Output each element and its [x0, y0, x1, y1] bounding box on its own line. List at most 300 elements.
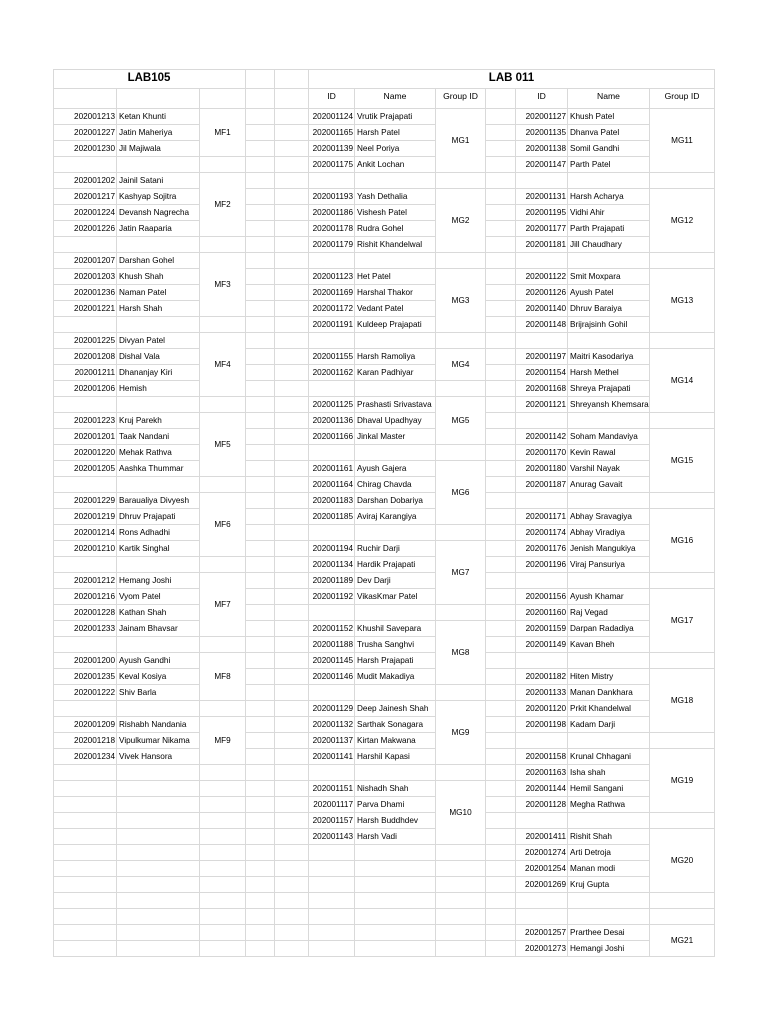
table-cell-id: 202001214 [53, 525, 117, 541]
table-cell-name [355, 925, 436, 941]
table-cell-spacer [246, 157, 275, 173]
table-cell-id: 202001133 [516, 685, 568, 701]
table-cell-id: 202001219 [53, 509, 117, 525]
table-cell-id [516, 893, 568, 909]
table-cell-id: 202001182 [516, 669, 568, 685]
table-cell-spacer [486, 381, 516, 397]
table-cell-spacer [246, 205, 275, 221]
table-cell-name: Arti Detroja [568, 845, 650, 861]
table-cell-id [53, 909, 117, 925]
table-cell-spacer [486, 253, 516, 269]
table-cell-name: Vishesh Patel [355, 205, 436, 221]
table-cell-name: Jatin Maheriya [117, 125, 200, 141]
table-cell-id: 202001154 [516, 365, 568, 381]
table-cell-id: 202001174 [516, 525, 568, 541]
table-cell-id: 202001224 [53, 205, 117, 221]
table-cell-id: 202001148 [516, 317, 568, 333]
table-cell-name: Manan modi [568, 861, 650, 877]
table-cell-name [117, 317, 200, 333]
table-cell-group [200, 557, 246, 573]
table-cell-id [309, 909, 355, 925]
table-cell-name [568, 909, 650, 925]
table-cell-spacer [275, 461, 309, 477]
table-cell-name: Vyom Patel [117, 589, 200, 605]
table-cell-id: 202001181 [516, 237, 568, 253]
table-cell-name [117, 941, 200, 957]
table-cell-name: Kavan Bheh [568, 637, 650, 653]
table-cell-group [200, 941, 246, 957]
table-cell-spacer [246, 237, 275, 253]
table-cell-group [436, 525, 486, 541]
table-cell-name: Ayush Gandhi [117, 653, 200, 669]
table-cell-id [53, 765, 117, 781]
table-cell-name [117, 477, 200, 493]
table-cell-id [309, 525, 355, 541]
table-cell-id: 202001132 [309, 717, 355, 733]
table-cell-group [650, 573, 715, 589]
table-cell-name: Harsh Methel [568, 365, 650, 381]
table-cell-spacer [275, 925, 309, 941]
table-cell-name: Viraj Pansuriya [568, 557, 650, 573]
table-cell-id: 202001226 [53, 221, 117, 237]
table-cell-name [355, 893, 436, 909]
table-cell-spacer [246, 477, 275, 493]
table-cell-group [650, 733, 715, 749]
table-cell-id: 202001213 [53, 109, 117, 125]
table-cell-id [309, 333, 355, 349]
table-cell-id: 202001223 [53, 413, 117, 429]
table-cell-spacer [486, 413, 516, 429]
group-id: MG3 [436, 269, 486, 333]
table-cell-spacer [275, 605, 309, 621]
table-cell-spacer [246, 381, 275, 397]
table-cell-spacer [246, 589, 275, 605]
table-cell-name: Hiten Mistry [568, 669, 650, 685]
lab-gap-spacer [275, 69, 309, 89]
table-cell-id: 202001196 [516, 557, 568, 573]
table-cell-id [53, 877, 117, 893]
table-cell-group [650, 413, 715, 429]
table-cell-spacer [246, 605, 275, 621]
table-cell-id: 202001152 [309, 621, 355, 637]
table-cell-spacer [486, 477, 516, 493]
table-cell-spacer [246, 717, 275, 733]
table-cell-group [436, 605, 486, 621]
table-cell-spacer [246, 573, 275, 589]
table-cell-id: 202001230 [53, 141, 117, 157]
table-cell-spacer [486, 605, 516, 621]
table-cell-name: Rons Adhadhi [117, 525, 200, 541]
table-cell-spacer [246, 445, 275, 461]
table-cell-id: 202001411 [516, 829, 568, 845]
table-cell-id: 202001234 [53, 749, 117, 765]
table-cell-id [53, 637, 117, 653]
table-cell-name: Harsh Prajapati [355, 653, 436, 669]
table-cell-name: Isha shah [568, 765, 650, 781]
table-cell-name [355, 333, 436, 349]
table-cell-name [355, 253, 436, 269]
table-cell-name [117, 797, 200, 813]
table-cell-id: 202001144 [516, 781, 568, 797]
table-cell-name: Dhruv Prajapati [117, 509, 200, 525]
table-cell-name [117, 877, 200, 893]
table-cell-name [355, 845, 436, 861]
table-cell-group [200, 877, 246, 893]
table-cell-id [309, 925, 355, 941]
table-cell-id: 202001227 [53, 125, 117, 141]
table-cell-name [117, 781, 200, 797]
table-cell-id: 202001156 [516, 589, 568, 605]
table-cell-name [117, 557, 200, 573]
table-cell-id: 202001128 [516, 797, 568, 813]
table-cell-name: Dev Darji [355, 573, 436, 589]
table-cell-group [436, 941, 486, 957]
table-cell-spacer [486, 589, 516, 605]
table-cell-spacer [246, 621, 275, 637]
table-cell-group [436, 893, 486, 909]
table-cell-spacer [486, 157, 516, 173]
group-id: MF4 [200, 333, 246, 397]
table-cell-name: Dhruv Baraiya [568, 301, 650, 317]
table-cell-name [117, 157, 200, 173]
table-cell-id: 202001201 [53, 429, 117, 445]
table-cell-spacer [486, 765, 516, 781]
table-cell-id [516, 909, 568, 925]
table-cell-id: 202001176 [516, 541, 568, 557]
table-cell-name [568, 253, 650, 269]
table-cell-spacer [275, 493, 309, 509]
table-cell-name: Maitri Kasodariya [568, 349, 650, 365]
table-cell-id [309, 605, 355, 621]
table-cell-id: 202001139 [309, 141, 355, 157]
table-cell-spacer [275, 813, 309, 829]
table-cell-id: 202001221 [53, 301, 117, 317]
table-cell-spacer [486, 637, 516, 653]
table-cell-id: 202001188 [309, 637, 355, 653]
table-cell-id: 202001178 [309, 221, 355, 237]
table-cell-id: 202001126 [516, 285, 568, 301]
group-id: MF7 [200, 573, 246, 637]
table-cell-spacer [275, 909, 309, 925]
table-cell-group [200, 861, 246, 877]
table-cell-name: Abhay Sravagiya [568, 509, 650, 525]
table-cell-name: Taak Nandani [117, 429, 200, 445]
table-cell-spacer [486, 285, 516, 301]
header-spacer [486, 89, 516, 109]
table-cell-spacer [246, 829, 275, 845]
table-cell-spacer [486, 349, 516, 365]
table-cell-spacer [275, 941, 309, 957]
table-cell-name: Hemil Sangani [568, 781, 650, 797]
table-cell-group [200, 893, 246, 909]
table-cell-spacer [246, 557, 275, 573]
table-cell-group [200, 781, 246, 797]
table-cell-spacer [275, 269, 309, 285]
table-cell-name [568, 893, 650, 909]
table-cell-spacer [246, 365, 275, 381]
table-cell-id: 202001269 [516, 877, 568, 893]
table-cell-id [516, 733, 568, 749]
table-cell-id: 202001191 [309, 317, 355, 333]
table-cell-id: 202001135 [516, 125, 568, 141]
table-cell-name: Darshan Gohel [117, 253, 200, 269]
table-cell-id: 202001122 [516, 269, 568, 285]
table-cell-id: 202001217 [53, 189, 117, 205]
column-header [117, 89, 200, 109]
table-cell-id [309, 765, 355, 781]
table-cell-id: 202001171 [516, 509, 568, 525]
table-cell-spacer [246, 125, 275, 141]
table-cell-group [650, 893, 715, 909]
table-cell-name: Divyan Patel [117, 333, 200, 349]
table-cell-id: 202001157 [309, 813, 355, 829]
table-cell-name: Kartik Singhal [117, 541, 200, 557]
table-cell-spacer [486, 749, 516, 765]
table-cell-spacer [246, 493, 275, 509]
table-cell-name [355, 445, 436, 461]
table-cell-id [53, 861, 117, 877]
table-cell-name: Devansh Nagrecha [117, 205, 200, 221]
table-cell-name: Raj Vegad [568, 605, 650, 621]
group-id: MG1 [436, 109, 486, 173]
group-id: MG5 [436, 397, 486, 445]
table-cell-name: Baraualiya Divyesh [117, 493, 200, 509]
table-cell-name: Hemish [117, 381, 200, 397]
table-cell-spacer [275, 109, 309, 125]
table-cell-name: Darshan Dobariya [355, 493, 436, 509]
table-cell-name: Kathan Shah [117, 605, 200, 621]
table-cell-name: Shreyansh Khemsara [568, 397, 650, 413]
table-cell-spacer [275, 893, 309, 909]
table-cell-spacer [486, 701, 516, 717]
table-cell-name: Mehak Rathva [117, 445, 200, 461]
table-cell-name: Harsh Shah [117, 301, 200, 317]
table-cell-spacer [246, 797, 275, 813]
table-cell-id: 202001151 [309, 781, 355, 797]
table-cell-spacer [275, 589, 309, 605]
table-cell-spacer [275, 317, 309, 333]
table-cell-id [53, 893, 117, 909]
table-cell-group [650, 653, 715, 669]
table-cell-spacer [246, 749, 275, 765]
table-cell-spacer [246, 733, 275, 749]
table-cell-spacer [486, 845, 516, 861]
group-id: MF5 [200, 413, 246, 477]
table-cell-spacer [275, 829, 309, 845]
table-cell-id: 202001127 [516, 109, 568, 125]
table-cell-name: Harsh Acharya [568, 189, 650, 205]
table-cell-name [568, 813, 650, 829]
table-cell-spacer [486, 365, 516, 381]
table-cell-name: Dhaval Upadhyay [355, 413, 436, 429]
table-cell-group [650, 813, 715, 829]
table-cell-spacer [275, 765, 309, 781]
table-cell-id [309, 893, 355, 909]
table-cell-name [355, 381, 436, 397]
table-cell-name [117, 925, 200, 941]
table-cell-id [53, 781, 117, 797]
table-cell-name: Keval Kosiya [117, 669, 200, 685]
table-cell-spacer [486, 669, 516, 685]
table-cell-name [117, 845, 200, 861]
table-cell-id: 202001168 [516, 381, 568, 397]
table-cell-id: 202001187 [516, 477, 568, 493]
table-cell-spacer [275, 701, 309, 717]
table-cell-name: Jenish Mangukiya [568, 541, 650, 557]
table-cell-spacer [246, 893, 275, 909]
table-cell-spacer [275, 749, 309, 765]
table-cell-id: 202001194 [309, 541, 355, 557]
table-cell-name: Soham Mandaviya [568, 429, 650, 445]
table-cell-id [309, 685, 355, 701]
group-id: MG13 [650, 269, 715, 333]
table-cell-id: 202001212 [53, 573, 117, 589]
table-cell-name: Hemang Joshi [117, 573, 200, 589]
table-cell-name: Vidhi Ahir [568, 205, 650, 221]
table-cell-id: 202001124 [309, 109, 355, 125]
table-cell-spacer [275, 861, 309, 877]
table-cell-id [53, 941, 117, 957]
table-cell-id: 202001207 [53, 253, 117, 269]
table-cell-name: Jil Majiwala [117, 141, 200, 157]
table-cell-spacer [246, 429, 275, 445]
table-cell-id: 202001233 [53, 621, 117, 637]
table-cell-name [117, 909, 200, 925]
table-cell-spacer [275, 413, 309, 429]
table-cell-id: 202001202 [53, 173, 117, 189]
table-cell-spacer [275, 205, 309, 221]
table-cell-id: 202001177 [516, 221, 568, 237]
table-cell-spacer [275, 333, 309, 349]
table-cell-group [650, 493, 715, 509]
table-cell-spacer [486, 397, 516, 413]
table-cell-name: Ankit Lochan [355, 157, 436, 173]
table-cell-name: Megha Rathwa [568, 797, 650, 813]
table-cell-spacer [275, 653, 309, 669]
table-cell-name: Sarthak Sonagara [355, 717, 436, 733]
table-cell-spacer [246, 861, 275, 877]
table-cell-spacer [486, 525, 516, 541]
table-cell-id [53, 397, 117, 413]
table-cell-spacer [275, 381, 309, 397]
table-cell-id: 202001236 [53, 285, 117, 301]
table-cell-group [200, 237, 246, 253]
group-id: MG19 [650, 749, 715, 813]
table-cell-group [436, 173, 486, 189]
table-cell-id: 202001169 [309, 285, 355, 301]
header-spacer [275, 89, 309, 109]
table-cell-id: 202001225 [53, 333, 117, 349]
table-cell-spacer [246, 813, 275, 829]
table-cell-id: 202001220 [53, 445, 117, 461]
table-cell-id [516, 573, 568, 589]
table-cell-spacer [275, 557, 309, 573]
table-cell-id: 202001149 [516, 637, 568, 653]
table-cell-name: Nishadh Shah [355, 781, 436, 797]
table-cell-spacer [486, 893, 516, 909]
table-cell-spacer [486, 925, 516, 941]
table-cell-spacer [275, 285, 309, 301]
table-cell-id: 202001210 [53, 541, 117, 557]
table-cell-spacer [275, 509, 309, 525]
table-cell-name: Dhananjay Kiri [117, 365, 200, 381]
group-id: MG6 [436, 461, 486, 525]
column-header: Group ID [436, 89, 486, 109]
table-cell-group [436, 765, 486, 781]
table-cell-id [309, 381, 355, 397]
table-cell-spacer [275, 781, 309, 797]
table-cell-name: Kirtan Makwana [355, 733, 436, 749]
table-cell-group [436, 877, 486, 893]
table-cell-name: Krunal Chhagani [568, 749, 650, 765]
table-cell-spacer [275, 189, 309, 205]
table-cell-name: Khush Shah [117, 269, 200, 285]
table-cell-spacer [275, 429, 309, 445]
table-cell-name: Rudra Gohel [355, 221, 436, 237]
table-cell-id: 202001142 [516, 429, 568, 445]
table-cell-name: Het Patel [355, 269, 436, 285]
table-cell-id: 202001189 [309, 573, 355, 589]
table-cell-group [650, 253, 715, 269]
table-cell-spacer [486, 333, 516, 349]
table-cell-spacer [275, 445, 309, 461]
table-cell-name: Prkit Khandelwal [568, 701, 650, 717]
header-spacer [246, 89, 275, 109]
table-cell-id [516, 493, 568, 509]
table-cell-name: Rishit Shah [568, 829, 650, 845]
table-cell-group [200, 909, 246, 925]
group-id: MG12 [650, 189, 715, 253]
table-cell-spacer [486, 909, 516, 925]
table-cell-name [117, 765, 200, 781]
table-cell-group [200, 397, 246, 413]
table-cell-id: 202001206 [53, 381, 117, 397]
table-cell-spacer [246, 541, 275, 557]
table-cell-id [53, 317, 117, 333]
table-cell-spacer [246, 941, 275, 957]
table-cell-spacer [486, 189, 516, 205]
table-cell-name: Hemangi Joshi [568, 941, 650, 957]
table-cell-name [568, 333, 650, 349]
table-cell-spacer [246, 685, 275, 701]
table-cell-group [436, 381, 486, 397]
table-cell-id: 202001166 [309, 429, 355, 445]
table-cell-name: Aashka Thummar [117, 461, 200, 477]
table-cell-name: VikasKmar Patel [355, 589, 436, 605]
table-cell-id: 202001179 [309, 237, 355, 253]
group-id: MG8 [436, 621, 486, 685]
table-cell-id: 202001137 [309, 733, 355, 749]
table-cell-name: Varshil Nayak [568, 461, 650, 477]
table-cell-spacer [246, 397, 275, 413]
table-cell-spacer [275, 173, 309, 189]
group-id: MF8 [200, 653, 246, 701]
table-cell-name: Jinkal Master [355, 429, 436, 445]
table-cell-spacer [246, 509, 275, 525]
table-cell-spacer [275, 125, 309, 141]
column-header: ID [309, 89, 355, 109]
table-cell-spacer [486, 829, 516, 845]
table-cell-spacer [486, 733, 516, 749]
table-cell-group [436, 685, 486, 701]
table-cell-spacer [275, 397, 309, 413]
table-cell-spacer [275, 237, 309, 253]
table-cell-name [117, 829, 200, 845]
table-cell-id [53, 157, 117, 173]
table-cell-id: 202001160 [516, 605, 568, 621]
table-cell-name: Somil Gandhi [568, 141, 650, 157]
table-cell-id [53, 813, 117, 829]
